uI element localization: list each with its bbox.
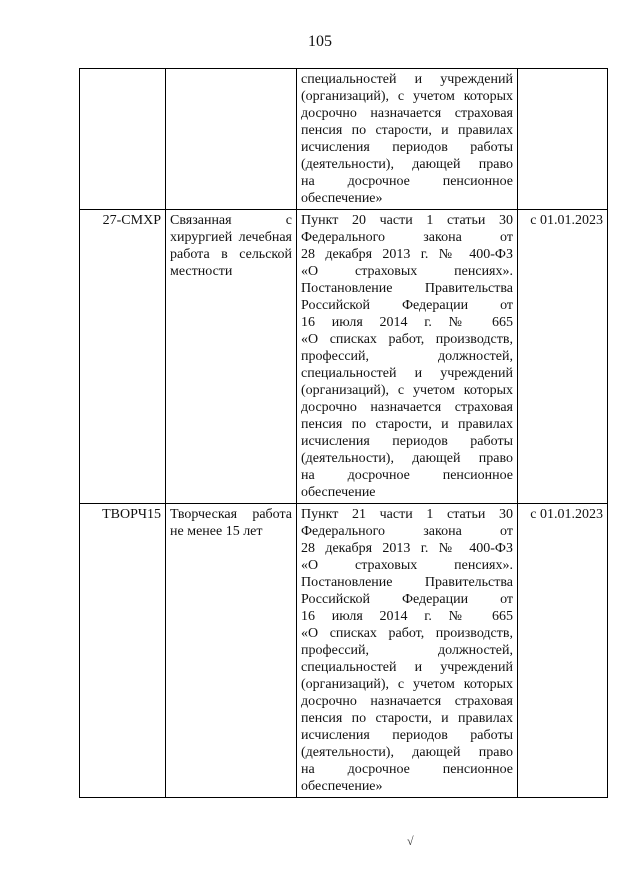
table-row (80, 69, 608, 210)
legal-basis-line: Федерального закона от (301, 230, 513, 245)
code-cell (80, 69, 166, 210)
legal-basis-line: 28 декабря 2013 г. № 400-ФЗ (301, 541, 513, 556)
work-type-cell: Творческая работа не менее 15 лет (166, 504, 297, 798)
legal-basis-line: Пункт 20 части 1 статьи 30 (301, 213, 513, 228)
legal-basis-line: (организаций), с учетом которых (301, 89, 513, 104)
legal-basis-line: 16 июля 2014 г. № 665 (301, 609, 513, 624)
legal-basis-line: Федерального закона от (301, 524, 513, 539)
legal-basis-line: пенсия по старости, и правилах (301, 123, 513, 138)
legal-basis-line: досрочно назначается страховая (301, 106, 513, 121)
legal-basis-line: пенсия по старости, и правилах (301, 711, 513, 726)
legal-basis-line: «О страховых пенсиях». (301, 264, 513, 279)
legal-basis-line: Постановление Правительства (301, 281, 513, 296)
legal-basis-line: Пункт 21 части 1 статьи 30 (301, 507, 513, 522)
legal-basis-line: Российской Федерации от (301, 592, 513, 607)
legal-basis-line: «О списках работ, производств, (301, 332, 513, 347)
work-type-cell (166, 69, 297, 210)
pension-codes-table (79, 68, 608, 798)
legal-basis-line: Российской Федерации от (301, 298, 513, 313)
legal-basis-line: профессий, должностей, (301, 643, 513, 658)
legal-basis-line: на досрочное пенсионное (301, 174, 513, 189)
effective-date-cell: с 01.01.2023 (518, 504, 608, 798)
legal-basis-line: досрочно назначается страховая (301, 694, 513, 709)
legal-basis-line: «О списках работ, производств, (301, 626, 513, 641)
legal-basis-line: обеспечение» (301, 191, 383, 206)
legal-basis-line: исчисления периодов работы (301, 728, 513, 743)
code-cell: 27-СМХР (80, 210, 166, 504)
table-row (80, 210, 608, 504)
legal-basis-line: (деятельности), дающей право (301, 157, 513, 172)
effective-date-cell (518, 69, 608, 210)
legal-basis-line: (организаций), с учетом которых (301, 677, 513, 692)
legal-basis-line: исчисления периодов работы (301, 140, 513, 155)
legal-basis-line: пенсия по старости, и правилах (301, 417, 513, 432)
legal-basis-line: Постановление Правительства (301, 575, 513, 590)
legal-basis-line: профессий, должностей, (301, 349, 513, 364)
legal-basis-cell (297, 504, 518, 798)
legal-basis-cell (297, 69, 518, 210)
legal-basis-line: (организаций), с учетом которых (301, 383, 513, 398)
legal-basis-line: 28 декабря 2013 г. № 400-ФЗ (301, 247, 513, 262)
page-number: 105 (308, 33, 332, 50)
legal-basis-line: (деятельности), дающей право (301, 451, 513, 466)
legal-basis-line: специальностей и учреждений (301, 72, 513, 87)
work-type-cell: Связанная с хирургией лечебная работа в сельской местности (166, 210, 297, 504)
legal-basis-line: специальностей и учреждений (301, 660, 513, 675)
legal-basis-line: обеспечение (301, 485, 376, 500)
table-row (80, 504, 608, 798)
legal-basis-line: 16 июля 2014 г. № 665 (301, 315, 513, 330)
legal-basis-line: исчисления периодов работы (301, 434, 513, 449)
legal-basis-line: на досрочное пенсионное (301, 468, 513, 483)
legal-basis-line: обеспечение» (301, 779, 383, 794)
legal-basis-line: (деятельности), дающей право (301, 745, 513, 760)
legal-basis-cell (297, 210, 518, 504)
legal-basis-line: специальностей и учреждений (301, 366, 513, 381)
legal-basis-line: «О страховых пенсиях». (301, 558, 513, 573)
legal-basis-line: на досрочное пенсионное (301, 762, 513, 777)
table-body (80, 69, 608, 798)
legal-basis-line: досрочно назначается страховая (301, 400, 513, 415)
handwritten-mark: √ (407, 834, 414, 848)
effective-date-cell: с 01.01.2023 (518, 210, 608, 504)
code-cell: ТВОРЧ15 (80, 504, 166, 798)
